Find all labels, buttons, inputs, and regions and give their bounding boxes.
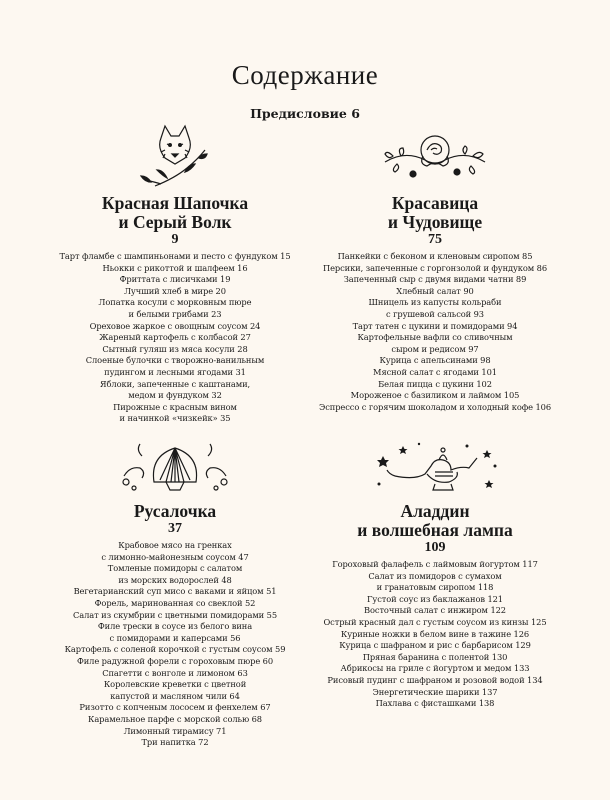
recipe-entry: Хлебный салат 90 (396, 285, 474, 296)
recipe-entry: Яблоки, запеченные с каштанами, медом и фундуком 32 (99, 378, 251, 401)
recipe-entry: Панкейки с беконом и кленовым сиропом 85 (337, 251, 533, 261)
recipe-entry: Форель, маринованная со свеклой 52 (94, 597, 256, 608)
recipe-entry: Густой соус из баклажанов 121 (367, 593, 503, 604)
recipe-entry: Запеченный сыр с двумя видами чатни 89 (343, 274, 527, 285)
recipe-entry: Шницель из капусты кольраби с грушевой сальсой 93 (368, 297, 502, 319)
recipe-entry: Ореховое жаркое с овощным соусом 24 (89, 320, 261, 331)
recipe-entry: Слоеные булочки с творожно-ванильным пудингом и лесными ягодами 31 (85, 355, 265, 377)
section-red-riding-hood (35, 120, 315, 425)
recipe-list (35, 251, 315, 425)
recipe-entry: Белая пицца с цукини 102 (378, 378, 492, 389)
recipe-entry: Салат из помидоров с сумахом и гранатовым сиропом 118 (368, 570, 502, 593)
recipe-entry: Гороховый фалафель с лаймовым йогуртом 117 (332, 559, 538, 569)
recipe-entry: Пахлава с фисташками 138 (375, 698, 495, 709)
recipe-entry: Тарт фламбе с шампиньонами и песто с фундуком 15 (59, 251, 291, 261)
section-title (35, 502, 315, 521)
recipe-entry: Спагетти с вонголе и лимоном 63 (102, 667, 248, 678)
recipe-entry: Сытный гуляш из мяса косули 28 (102, 343, 248, 354)
section-title-line2: и волшебная лампа (357, 520, 513, 540)
recipe-entry: Филе радужной форели с гороховым пюре 60 (76, 655, 274, 666)
seashell-icon (110, 436, 240, 500)
recipe-entry: Крабовое мясо на гренках с лимонно-майонезным соусом 47 (101, 540, 249, 562)
recipe-entry: Лучший хлеб в мире 20 (124, 285, 226, 296)
recipe-entry: Вегетарианский суп мисо с ваками и яйцом 51 (73, 586, 277, 597)
recipe-entry: Королевские креветки с цветной капустой и масляном чили 64 (103, 679, 247, 701)
section-title-line1: Аладдин (400, 501, 470, 521)
recipe-entry: Салат из скумбрии с цветными помидорами 55 (73, 609, 277, 620)
recipe-entry: Тарт татен с цукини и помидорами 94 (352, 320, 518, 331)
recipe-entry: Лимонный тирамису 71 (123, 725, 227, 736)
section-page-number: 75 (428, 232, 442, 247)
recipe-entry: Острый красный дал с густым соусом из кинзы 125 (323, 616, 547, 627)
recipe-entry: Энергетические шарики 137 (372, 686, 498, 697)
recipe-entry: Картофель с соленой корочкой с густым соусом 59 (64, 644, 286, 655)
recipe-entry: Жареный картофель с колбасой 27 (99, 332, 251, 343)
recipe-entry: Три напитка 72 (141, 737, 209, 748)
section-title-line1: Русалочка (133, 501, 217, 521)
rose-icon (375, 120, 495, 192)
section-title (295, 502, 575, 540)
recipe-list (35, 540, 315, 749)
page-title: Содержание (231, 60, 379, 90)
section-title (295, 194, 575, 232)
section-aladdin (295, 436, 575, 710)
recipe-entry: Мороженое с базиликом и лаймом 105 (350, 390, 520, 401)
recipe-entry: Пирожные с красным вином и начинкой «чизкейк» 35 (113, 401, 237, 424)
recipe-entry: Мясной салат с ягодами 101 (373, 366, 497, 377)
section-page-number: 109 (424, 540, 446, 555)
section-page-number: 37 (168, 521, 182, 536)
recipe-entry: Куриные ножки в белом вине в тажине 126 (340, 628, 530, 639)
recipe-entry: Курица с апельсинами 98 (379, 355, 491, 366)
magic-lamp-icon (365, 436, 505, 500)
recipe-entry: Картофельные вафли со сливочным сыром и редисом 97 (357, 332, 513, 354)
recipe-entry: Филе трески в соусе из белого вина с помидорами и каперсами 56 (97, 621, 253, 643)
recipe-entry: Томленые помидоры с салатом из морских водорослей 48 (107, 563, 243, 585)
recipe-entry: Эспрессо с горячим шоколадом и холодный кофе 106 (318, 401, 552, 412)
preface-entry: Предисловие 6 (250, 106, 360, 121)
section-title-line2: и Чудовище (387, 212, 483, 232)
section-title-line1: Красавица (391, 193, 479, 213)
recipe-entry: Фриттата с лисичками 19 (119, 274, 231, 285)
recipe-entry: Карамельное парфе с морской солью 68 (88, 713, 262, 724)
section-little-mermaid (35, 436, 315, 749)
recipe-list (295, 559, 575, 710)
section-title-line2: и Серый Волк (118, 212, 232, 232)
section-title-line1: Красная Шапочка (101, 193, 249, 213)
recipe-entry: Лопатка косули с морковным пюре и белыми грибами 23 (98, 297, 252, 319)
recipe-list (295, 251, 575, 413)
recipe-entry: Ньокки с рикоттой и шалфеем 16 (102, 262, 248, 273)
section-title (35, 194, 315, 232)
wolf-icon (115, 120, 235, 192)
section-beauty-and-beast (295, 120, 575, 413)
recipe-entry: Рисовый пудинг с шафраном и розовой водой 134 (327, 674, 543, 685)
recipe-entry: Пряная баранина с полентой 130 (362, 651, 508, 662)
recipe-entry: Абрикосы на гриле с йогуртом и медом 133 (340, 663, 530, 674)
recipe-entry: Курица с шафраном и рис с барбарисом 129 (339, 640, 531, 651)
recipe-entry: Персики, запеченные с горгонзолой и фундуком 86 (322, 262, 548, 273)
recipe-entry: Восточный салат с инжиром 122 (364, 605, 506, 616)
recipe-entry: Ризотто с копченым лососем и фенхелем 67 (79, 702, 271, 713)
section-page-number: 9 (171, 232, 179, 247)
